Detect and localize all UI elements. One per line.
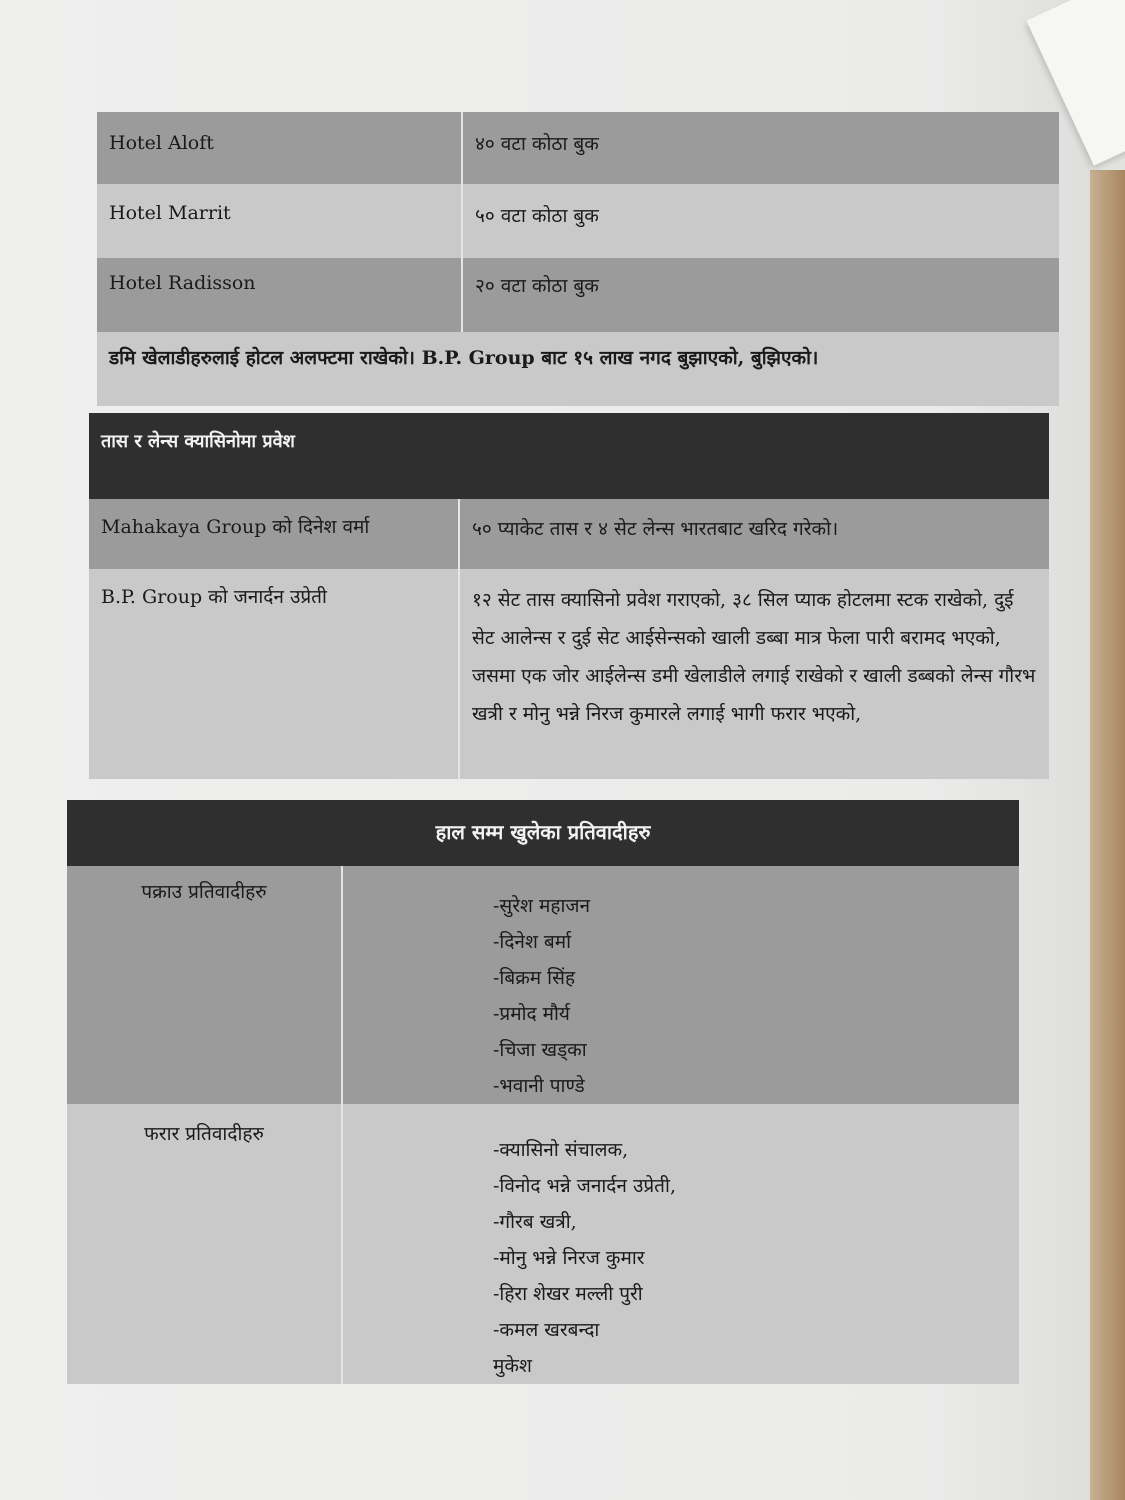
absconding-label: फरार प्रतिवादीहरु bbox=[67, 1104, 342, 1384]
casino-party: Mahakaya Group को दिनेश वर्मा bbox=[89, 499, 459, 569]
defendants-table bbox=[67, 800, 1019, 1384]
hotel-name: Hotel Aloft bbox=[97, 112, 462, 184]
table-row bbox=[97, 112, 1059, 184]
table-row bbox=[89, 499, 1049, 569]
list-item: -भवानी पाण्डे bbox=[493, 1075, 585, 1097]
hotel-note: डमि खेलाडीहरुलाई होटल अलफ्टमा राखेको। B.P. Group बाट १५ लाख नगद बुझाएको, बुझिएको। bbox=[97, 332, 1059, 406]
casino-table-header: तास र लेन्स क्यासिनोमा प्रवेश bbox=[89, 413, 1049, 499]
casino-detail: ५० प्याकेट तास र ४ सेट लेन्स भारतबाट खरिद गरेको। bbox=[459, 499, 1049, 569]
table-row bbox=[97, 332, 1059, 406]
casino-detail: १२ सेट तास क्यासिनो प्रवेश गराएको, ३८ सिल प्याक होटलमा स्टक राखेको, दुई सेट आलेन्स र दुई सेट आईसेन्सको खाली डब्बा मात्र फेला पारी बरामद भएको, जसमा एक जोर आईलेन्स डमी खेलाडीले लगाई राखेको र खाली डब्बको लेन्स गौरभ खत्री र मोनु भन्ने निरज कुमारले लगाई भागी फरार भएको, bbox=[459, 569, 1049, 779]
wooden-table-edge bbox=[1085, 170, 1125, 1500]
list-item: -चिजा खड्का bbox=[493, 1039, 587, 1061]
hotel-booking: ४० वटा कोठा बुक bbox=[462, 112, 1059, 184]
list-item: -प्रमोद मौर्य bbox=[493, 1003, 570, 1025]
hotel-booking: २० वटा कोठा बुक bbox=[462, 258, 1059, 332]
list-item: -हिरा शेखर मल्ली पुरी bbox=[493, 1283, 643, 1305]
table-header bbox=[89, 413, 1049, 499]
table-row bbox=[67, 1104, 1019, 1384]
hotel-name: Hotel Radisson bbox=[97, 258, 462, 332]
table-row bbox=[67, 866, 1019, 1104]
list-item: -मोनु भन्ने निरज कुमार bbox=[493, 1247, 645, 1269]
table-header bbox=[67, 800, 1019, 866]
hotel-table bbox=[97, 112, 1059, 406]
list-item: -कमल खरबन्दा bbox=[493, 1319, 600, 1341]
list-item: मुकेश bbox=[493, 1355, 532, 1377]
list-item: -क्यासिनो संचालक, bbox=[493, 1139, 629, 1161]
defendants-table-header: हाल सम्म खुलेका प्रतिवादीहरु bbox=[67, 800, 1019, 866]
list-item: -सुरेश महाजन bbox=[493, 895, 591, 917]
table-row bbox=[89, 569, 1049, 779]
list-item: -बिक्रम सिंह bbox=[493, 967, 576, 989]
hotel-name: Hotel Marrit bbox=[97, 184, 462, 258]
list-item: -गौरब खत्री, bbox=[493, 1211, 577, 1233]
casino-table bbox=[89, 413, 1049, 779]
arrested-label: पक्राउ प्रतिवादीहरु bbox=[67, 866, 342, 1104]
list-item: -दिनेश बर्मा bbox=[493, 931, 572, 953]
table-row bbox=[97, 184, 1059, 258]
list-item: -विनोद भन्ने जनार्दन उप्रेती, bbox=[493, 1175, 676, 1197]
absconding-list bbox=[342, 1104, 1019, 1384]
casino-party: B.P. Group को जनार्दन उप्रेती bbox=[89, 569, 459, 779]
arrested-list bbox=[342, 866, 1019, 1104]
hotel-booking: ५० वटा कोठा बुक bbox=[462, 184, 1059, 258]
table-row bbox=[97, 258, 1059, 332]
